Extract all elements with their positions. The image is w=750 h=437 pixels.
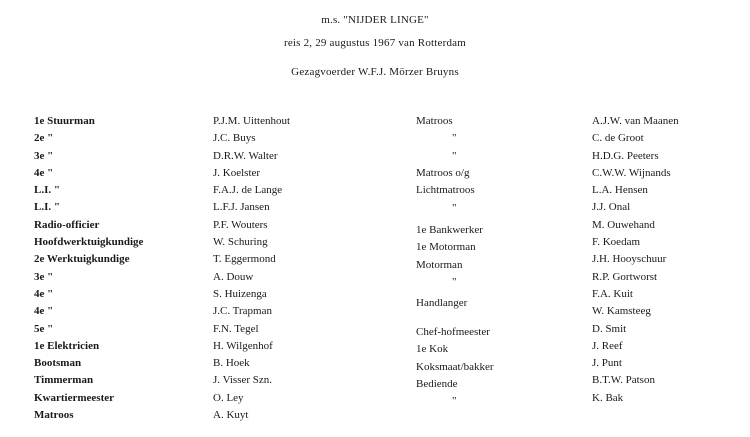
- crew-name: J. Visser Szn.: [213, 374, 273, 387]
- crew-rank: 1e Bankwerker: [416, 223, 483, 236]
- crew-rank: ": [452, 395, 457, 408]
- crew-name: C. de Groot: [592, 132, 644, 145]
- ship-name: m.s. "NIJDER LINGE": [321, 14, 429, 26]
- crew-rank: L.I. ": [34, 201, 60, 214]
- crew-rank: 1e Kok: [416, 343, 449, 356]
- crew-name: L.A. Hensen: [592, 184, 648, 197]
- crew-name: A.J.W. van Maanen: [592, 115, 679, 127]
- crew-rank: Handlanger: [416, 296, 468, 309]
- crew-rank: 1e Motorman: [416, 241, 476, 254]
- crew-name: H. Wilgenhof: [213, 339, 273, 352]
- crew-name: B. Hoek: [213, 357, 250, 370]
- crew-rank: 1e Elektricien: [34, 339, 100, 352]
- crew-rank: Chef-hofmeester: [416, 326, 490, 339]
- crew-name: D. Smit: [592, 322, 627, 335]
- crew-rank: Hoofdwerktuigkundige: [34, 236, 144, 249]
- crew-rank: 4e ": [34, 166, 54, 179]
- crew-name: M. Ouwehand: [592, 218, 655, 231]
- crew-name: D.R.W. Walter: [213, 149, 278, 162]
- crew-name: F.N. Tegel: [213, 322, 259, 335]
- crew-rank: 2e ": [34, 132, 54, 145]
- crew-rank: 3e ": [34, 270, 54, 283]
- crew-name: J.H. Hooyschuur: [592, 253, 667, 266]
- crew-rank: 4e ": [34, 305, 54, 318]
- crew-name: F. Koedam: [592, 236, 641, 249]
- crew-rank: ": [452, 149, 457, 162]
- name-column-right: [592, 113, 742, 407]
- crew-name: J.C. Buys: [213, 132, 256, 145]
- crew-name: J. Koelster: [213, 166, 261, 179]
- crew-rank: Timmerman: [34, 374, 94, 387]
- crew-name: A. Kuyt: [213, 409, 249, 422]
- crew-rank: Koksmaat/bakker: [416, 360, 494, 373]
- crew-name: B.T.W. Patson: [592, 374, 655, 387]
- crew-name: F.A.J. de Lange: [213, 184, 283, 197]
- crew-rank: Motorman: [416, 258, 463, 271]
- rank-column-left: [34, 113, 210, 424]
- crew-rank: Kwartiermeester: [34, 391, 115, 404]
- crew-rank: 3e ": [34, 149, 54, 162]
- crew-name: K. Bak: [592, 391, 624, 404]
- crew-name: A. Douw: [213, 270, 254, 283]
- voyage-line: reis 2, 29 augustus 1967 van Rotterdam: [283, 37, 467, 49]
- crew-rank: 5e ": [34, 322, 54, 335]
- crew-rank: 2e Werktuigkundige: [34, 253, 130, 266]
- crew-name: J. Punt: [592, 357, 622, 370]
- crew-name: P.F. Wouters: [213, 218, 268, 231]
- crew-name: J.J. Onal: [592, 201, 631, 214]
- crew-name: J.C. Trapman: [213, 305, 272, 318]
- crew-rank: L.I. ": [34, 184, 60, 197]
- name-column-left: [213, 113, 413, 424]
- crew-rank: 1e Stuurman: [34, 115, 95, 127]
- crew-name: J. Reef: [592, 339, 623, 352]
- crew-name: O. Ley: [213, 391, 244, 404]
- crew-rank: Matroos: [416, 115, 453, 127]
- crew-rank: ": [452, 275, 457, 288]
- crew-rank: Radio-officier: [34, 218, 100, 231]
- crew-rank: Matroos: [34, 409, 74, 422]
- crew-rank: Bootsman: [34, 357, 82, 370]
- crew-name: T. Eggermond: [213, 253, 276, 266]
- crew-rank: ": [452, 201, 457, 214]
- crew-name: R.P. Gortworst: [592, 270, 658, 283]
- crew-name: L.F.J. Jansen: [213, 201, 270, 214]
- captain-line: Gezagvoerder W.F.J. Mörzer Bruyns: [291, 66, 459, 78]
- crew-name: W. Schuring: [213, 236, 268, 249]
- crew-name: H.D.G. Peeters: [592, 149, 659, 162]
- crew-rank: ": [452, 132, 457, 145]
- crew-name: S. Huizenga: [213, 287, 267, 300]
- crew-rank: Matroos o/g: [416, 166, 470, 179]
- crew-name: C.W.W. Wijnands: [592, 166, 671, 179]
- crew-rank: Bediende: [416, 377, 458, 390]
- crew-rank: 4e ": [34, 287, 54, 300]
- crew-name: W. Kamsteeg: [592, 305, 651, 318]
- crew-rank: Lichtmatroos: [416, 184, 475, 197]
- crew-name: P.J.M. Uittenhout: [213, 115, 291, 127]
- crew-name: F.A. Kuit: [592, 287, 633, 300]
